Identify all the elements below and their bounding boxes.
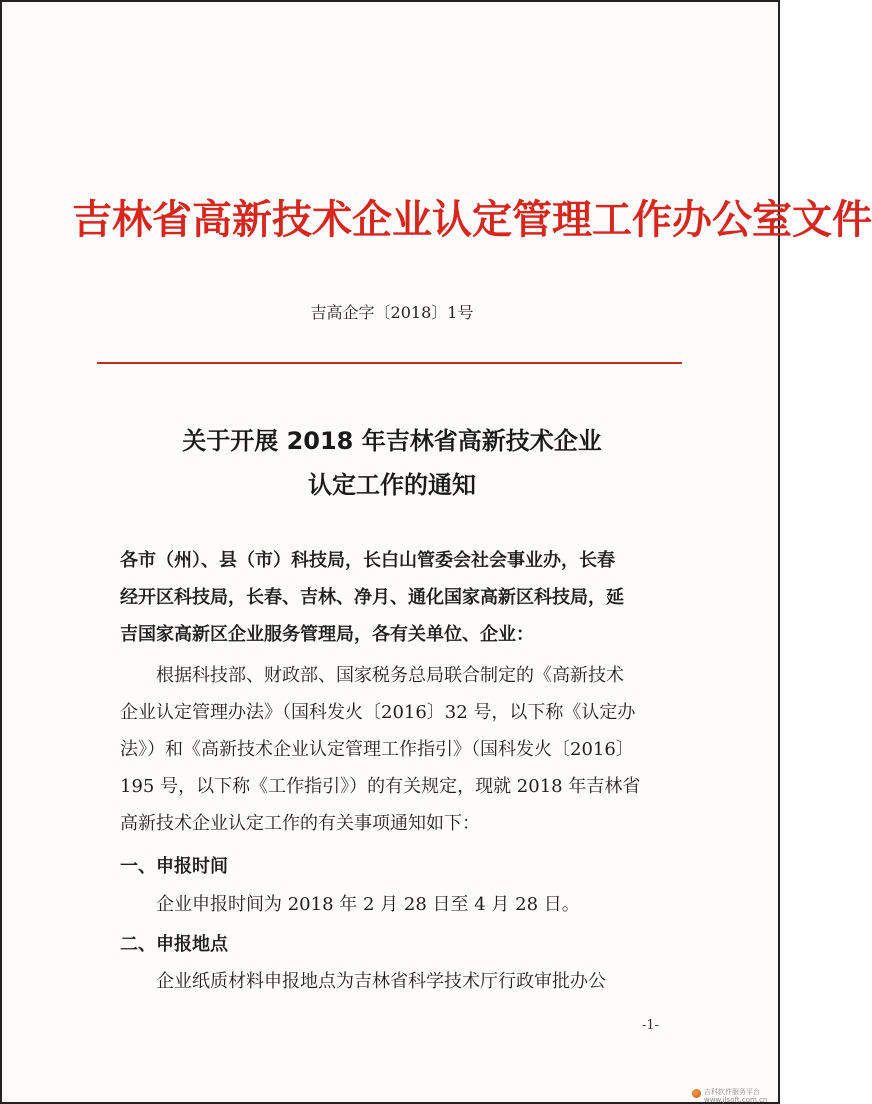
paragraph-line: 高新技术企业认定工作的有关事项通知如下：: [120, 813, 480, 834]
watermark: [704, 1088, 767, 1104]
page-number: -1-: [642, 1018, 660, 1033]
paragraph-line: 根据科技部、财政部、国家税务总局联合制定的《高新技术: [156, 665, 624, 686]
paragraph-line: 195 号，以下称《工作指引》）的有关规定，现就 2018 年吉林省: [120, 776, 641, 797]
addressee-line: 经开区科技局，长春、吉林、净月、通化国家高新区科技局，延: [120, 587, 624, 608]
notice-title-line-1: 关于开展 2018 年吉林省高新技术企业: [182, 427, 602, 455]
section-heading-location: 二、申报地点: [120, 934, 228, 955]
red-divider-line: [97, 362, 682, 364]
section-heading-time: 一、申报时间: [120, 856, 228, 877]
addressee-line: 各市（州）、县（市）科技局，长白山管委会社会事业办，长春: [120, 550, 615, 571]
notice-title-line-2: 认定工作的通知: [308, 471, 476, 499]
intro-paragraph: [120, 657, 680, 842]
section-text-time: 企业申报时间为 2018 年 2 月 28 日至 4 月 28 日。: [156, 894, 580, 915]
watermark-url: www.jlsoft.com.cn: [704, 1096, 768, 1104]
section-text-location: 企业纸质材料申报地点为吉林省科学技术厅行政审批办公: [156, 971, 606, 992]
notice-title: [2, 419, 782, 507]
addressee-line: 吉国家高新区企业服务管理局，各有关单位、企业：: [120, 624, 534, 645]
paragraph-line: 法》）和《高新技术企业认定管理工作指引》（国科发火〔2016〕: [120, 739, 634, 760]
paragraph-line: 企业认定管理办法》（国科发火〔2016〕32 号，以下称《认定办: [120, 702, 636, 723]
watermark-logo-icon: [692, 1089, 701, 1098]
office-header-title: 吉林省高新技术企业认定管理工作办公室文件: [72, 196, 872, 243]
document-number: 吉高企字〔2018〕1号: [310, 303, 474, 322]
watermark-name: 吉科软件服务平台: [704, 1088, 760, 1096]
addressee-block: [120, 542, 680, 653]
